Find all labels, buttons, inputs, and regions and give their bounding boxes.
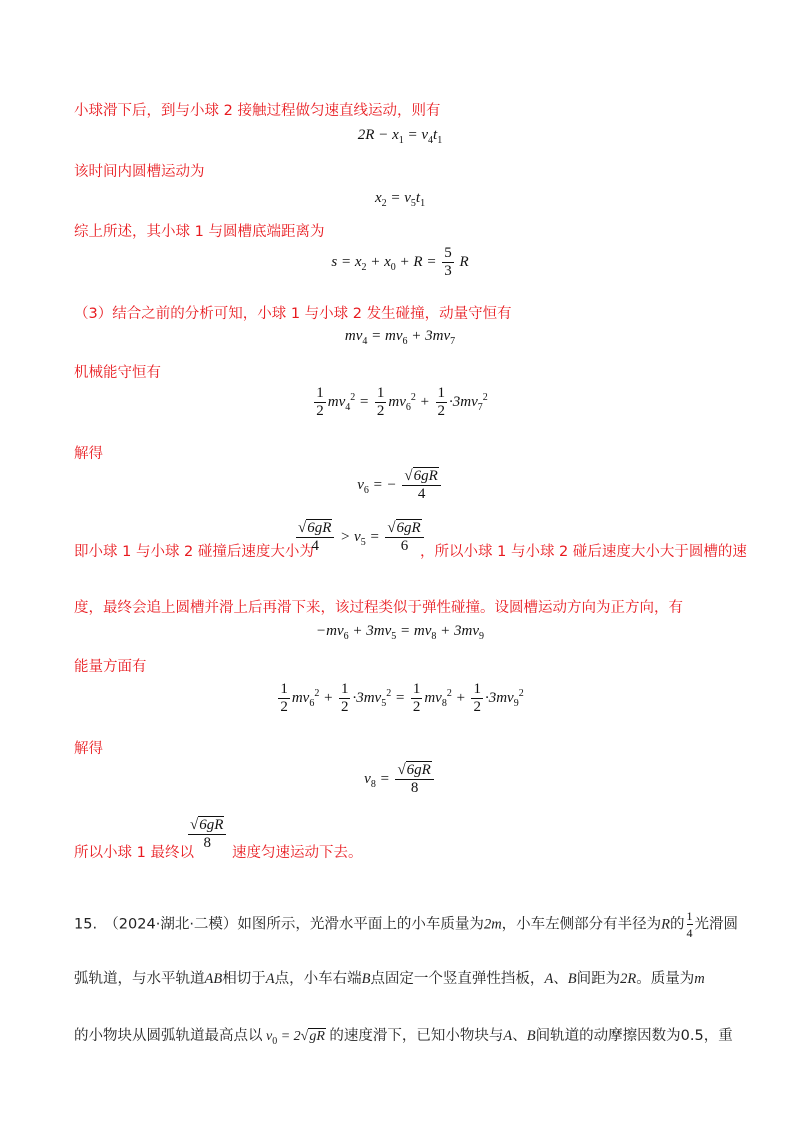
text-line-4: （3）结合之前的分析可知，小球 1 与小球 2 发生碰撞，动量守恒有 [74,306,512,322]
text-line-11: 所以小球 1 最终以 [74,845,194,861]
text-line-2: 该时间内圆槽运动为 [74,164,205,180]
equation-2: $x_2 = v_5t_1$ [374,190,426,209]
equation-6: $v_6$ = − $\frac{√6gR}{4}$ [0,468,800,503]
equation-8: $\frac{1}{2}$ $mv_6^2$ + $\frac{1}{2}$ $\cdot 3mv_5^2$ = $\frac{1}{2}$ $mv_8^2$ + $\frac{1}{2}$ $\cdot 3mv_9^2$ [280,681,524,715]
problem-line-3: 的小物块从圆弧轨道最高点以 $v_0 = 2√gR$ 的速度滑下，已知小物块与A、B间轨道的动摩擦因数为0.5，重 [74,1028,733,1047]
text-line-1: 小球滑下后，到与小球 2 接触过程做匀速直线运动，则有 [74,103,441,119]
fraction-5-3: $\frac{5}{3}$ [444,245,452,279]
equation-5: $\frac{1}{2}$ $mv_4^2$ = $\frac{1}{2}$ $mv_6^2$ + $\frac{1}{2}$ $\cdot 3mv_7^2$ [316,385,488,419]
text-line-9: 能量方面有 [74,659,147,675]
equation-3: $s = x_2 + x_0 + R$ = $\frac{5}{3}$ R [331,245,469,279]
text-line-7-cont: ，所以小球 1 与小球 2 碰后速度大小大于圆槽的速 [420,544,747,560]
text-line-6: 解得 [74,446,103,462]
equation-1: $2R - x_1 = v_4t_1$ [357,127,443,146]
text-line-10: 解得 [74,741,103,757]
problem-line-2: 弧轨道，与水平轨道AB相切于A点，小车右端B点固定一个竖直弹性挡板，A、B间距为2R。质量为m [74,971,705,987]
quarter-fraction: $\frac{1}{4}$ [686,909,693,940]
text-line-5: 机械能守恒有 [74,365,161,381]
text-line-8: 度，最终会追上圆槽并滑上后再滑下来，该过程类似于弹性碰撞。设圆槽运动方向为正方向，有 [74,600,683,616]
text-line-3: 综上所述，其小球 1 与圆槽底端距离为 [74,224,325,240]
inline-fraction-v8: $\frac{√6gR}{8}$ [186,817,228,852]
equation-9: $v_8$ = $\frac{√6gR}{8}$ [0,762,800,797]
v0-expression: $v_0 = 2√gR$ [262,1029,325,1047]
equation-7: $-mv_6 + 3mv_5 = mv_8 + 3mv_9$ [316,623,484,642]
problem-line-1: 15. （2024·湖北·二模）如图所示，光滑水平面上的小车质量为2m，小车左侧部分有半径为R的 $\frac{1}{4}$ 光滑圆 [74,909,739,940]
equation-4: $mv_4 = mv_6 + 3mv_7$ [344,328,456,347]
text-line-7: 即小球 1 与小球 2 碰撞后速度大小为 [74,544,314,560]
fraction-sqrt6gR-over-8: $\frac{√6gR}{8}$ [395,762,433,797]
fraction-sqrt6gR-over-4: $\frac{√6gR}{4}$ [402,468,440,503]
text-line-11-cont: 速度匀速运动下去。 [232,845,363,861]
inequality-expression: $\frac{√6gR}{4}$ > $v_5$ = $\frac{√6gR}{6}$ [294,520,426,555]
